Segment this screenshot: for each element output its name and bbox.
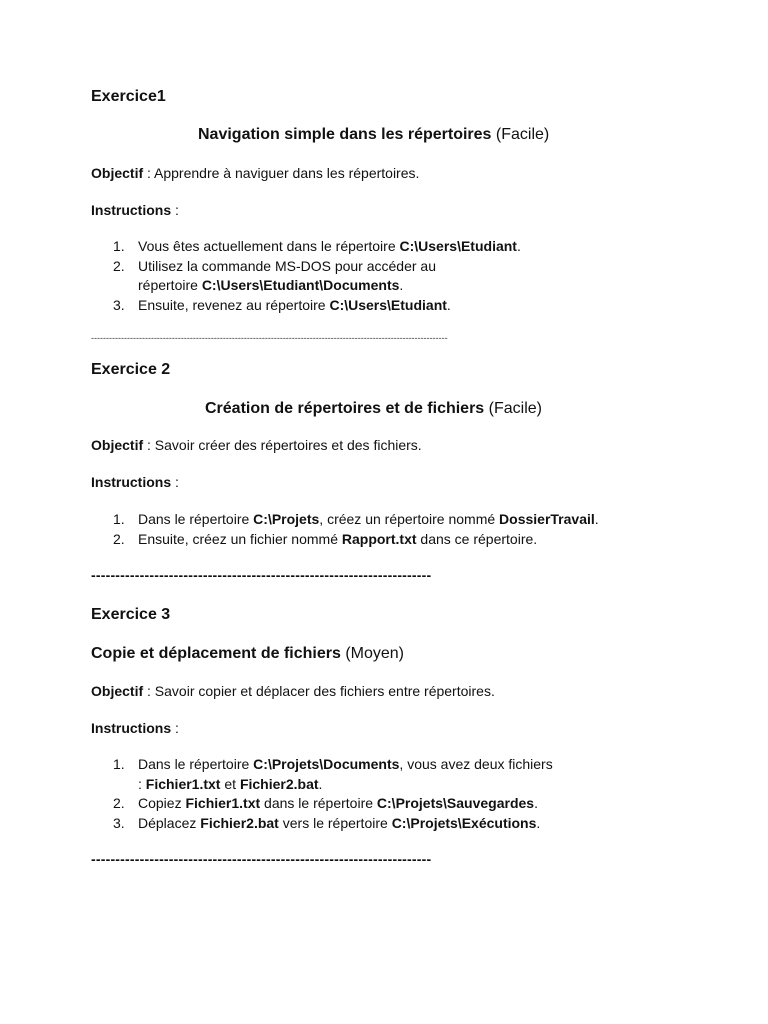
exercise-1-instructions-list [91,237,651,315]
list-number: 1. [113,756,125,772]
list-text: , créez un répertoire nommé [319,511,500,527]
path-text: C:\Users\Etudiant [329,296,447,313]
list-item [91,794,651,814]
separator-line: ---------------------------------------------------------------------- [91,851,432,867]
list-text: dans ce répertoire. [416,530,538,547]
list-item [91,237,651,257]
exercise-3-instructions-label [91,720,179,736]
instructions-label: Instructions [91,202,172,218]
list-number: 3. [113,296,125,313]
path-text: C:\Projets [253,511,320,527]
list-text: . [516,238,521,254]
list-number: 2. [113,257,125,274]
exercise-1-title [198,126,549,144]
list-item [91,510,651,530]
list-text: vers le répertoire [278,814,392,831]
list-item [91,814,651,834]
list-text: : [138,775,146,792]
list-number: 3. [113,814,125,831]
exercise-2-instructions-label [91,474,179,490]
file-name: Fichier1.txt [145,775,221,792]
objective-label: Objectif [91,683,144,699]
file-name: Fichier1.txt [185,795,261,811]
list-text: Dans le répertoire [138,756,254,772]
file-name: Fichier2.bat [200,814,279,831]
objective-text: : Savoir créer des répertoires et des fichiers. [143,437,422,453]
exercise-2-title-text: Création de répertoires et de fichiers [205,400,485,417]
list-text: . [534,795,538,811]
list-number: 1. [113,238,125,254]
instructions-colon: : [171,202,179,218]
exercise-1-heading: Exercice1 [91,88,166,105]
list-item [91,755,651,794]
exercise-2-instructions-list [91,510,651,549]
exercise-3-instructions-list [91,755,651,833]
list-text: Utilisez la commande MS-DOS pour accéder au [138,257,437,274]
exercise-1-level: (Facile) [495,126,550,143]
folder-name: DossierTravail [499,511,595,527]
instructions-label: Instructions [91,720,172,736]
instructions-colon: : [171,474,179,490]
list-text: . [446,296,451,313]
list-item [91,257,651,296]
list-number: 1. [113,511,125,527]
exercise-3-title-text: Copie et déplacement de fichiers [91,645,341,662]
exercise-2-level: (Facile) [488,400,542,417]
path-text: C:\Projets\Exécutions [391,814,537,831]
list-item [91,296,651,316]
objective-text: : Apprendre à naviguer dans les répertoires. [143,165,420,181]
list-text: . [536,814,541,831]
list-text: . [399,277,404,293]
path-text: C:\Projets\Sauvegardes [376,795,535,811]
exercise-2-objective [91,437,422,453]
instructions-colon: : [171,720,179,736]
objective-label: Objectif [91,165,144,181]
separator-line: ---------------------------------------------------------------------- [91,567,432,583]
file-name: Fichier2.bat [239,775,319,792]
path-text: C:\Users\Etudiant [399,238,517,254]
exercise-1-instructions-label [91,202,179,218]
exercise-2-heading: Exercice 2 [91,361,171,378]
separator-line: ----------------------------------------------------------------------------------------------------------------------- [91,333,448,343]
list-text: Ensuite, revenez au répertoire [138,296,330,313]
exercise-3-level: (Moyen) [345,645,404,662]
list-text: Ensuite, créez un fichier nommé [138,530,342,547]
path-text: C:\Projets\Documents [253,756,400,772]
list-text: Vous êtes actuellement dans le répertoire [138,238,400,254]
list-item [91,530,651,550]
list-text: . [594,511,599,527]
list-text: répertoire [138,277,202,293]
exercise-1-objective [91,165,419,181]
list-text: Dans le répertoire [138,511,254,527]
exercise-3-heading: Exercice 3 [91,606,171,623]
exercise-1-title-text: Navigation simple dans les répertoires [198,126,492,143]
list-text: Copiez [138,795,186,811]
file-name: Rapport.txt [341,530,417,547]
list-text: dans le répertoire [260,795,377,811]
list-text: , vous avez deux fichiers [399,756,553,772]
list-text: Déplacez [138,814,201,831]
list-text: . [318,775,323,792]
path-text: C:\Users\Etudiant\Documents [201,277,400,293]
objective-label: Objectif [91,437,144,453]
list-number: 2. [113,795,125,811]
list-number: 2. [113,530,125,547]
exercise-2-title [205,400,542,418]
objective-text: : Savoir copier et déplacer des fichiers entre répertoires. [143,683,495,699]
list-text: et [220,775,240,792]
exercise-3-title [91,645,404,663]
instructions-label: Instructions [91,474,172,490]
exercise-3-objective [91,683,495,699]
